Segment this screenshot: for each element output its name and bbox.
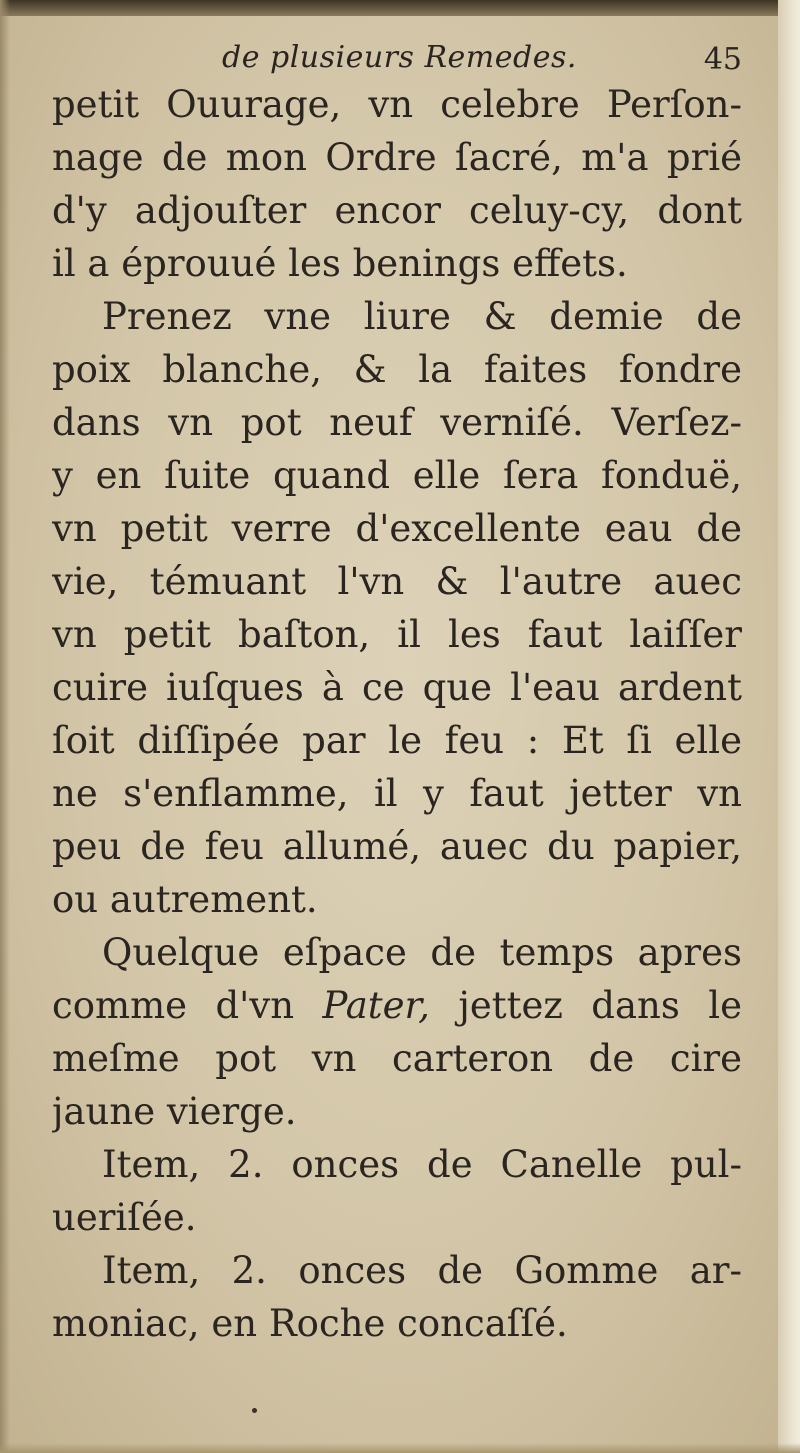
text-line: dans vn pot neuf verniſé. Verſez- [52,401,742,444]
text-line: ou autrement. [52,878,318,921]
text-segment: comme d'vn [52,984,295,1027]
text-line: meſme pot vn carteron de cire [52,1037,742,1080]
text-line: jaune vierge. [52,1090,297,1133]
page-right-edge [778,0,800,1453]
printer-mark [252,1408,257,1413]
text-line: moniac, en Roche concaſſé. [52,1302,568,1345]
text-line: Item, 2. onces de Canelle pul- [102,1143,742,1186]
text-line: cuire iuſques à ce que l'eau ardent [52,666,742,709]
text-line: Item, 2. onces de Gomme ar- [102,1249,742,1292]
body-text [52,78,742,1350]
text-line: vie, témuant l'vn & l'autre auec [52,560,742,603]
text-line: Prenez vne liure & demie de [102,295,742,338]
text-line: peu de feu allumé, auec du papier, [52,825,742,868]
text-line: y en ſuite quand elle ſera fonduë, [52,454,742,497]
text-line: ſoit diſſipée par le feu : Et ſi elle [52,719,742,762]
text-line: ne s'enflamme, il y faut jetter vn [52,772,742,815]
text-line: nage de mon Ordre ſacré, m'a prié [52,136,742,179]
running-title: de plusieurs Remedes. [222,40,577,75]
italic-word: Pater, [322,984,430,1027]
text-line: d'y adjouſter encor celuy-cy, dont [52,189,742,232]
page-number: 45 [703,42,742,77]
text-segment: jettez dans le [458,984,742,1027]
page-left-edge [0,0,10,1453]
text-line: il a éprouué les benings effets. [52,242,628,285]
page-top-edge [0,0,780,16]
text-line: Quelque eſpace de temps apres [102,931,742,974]
text-line [52,979,742,1032]
text-line: poix blanche, & la faites fondre [52,348,742,391]
text-line: vn petit verre d'excellente eau de [52,507,742,550]
page-bottom-edge [0,1443,800,1453]
text-line: ueriſée. [52,1196,197,1239]
text-line: vn petit baſton, il les faut laiſſer [52,613,742,656]
text-line: petit Ouurage, vn celebre Perſon- [52,83,742,126]
